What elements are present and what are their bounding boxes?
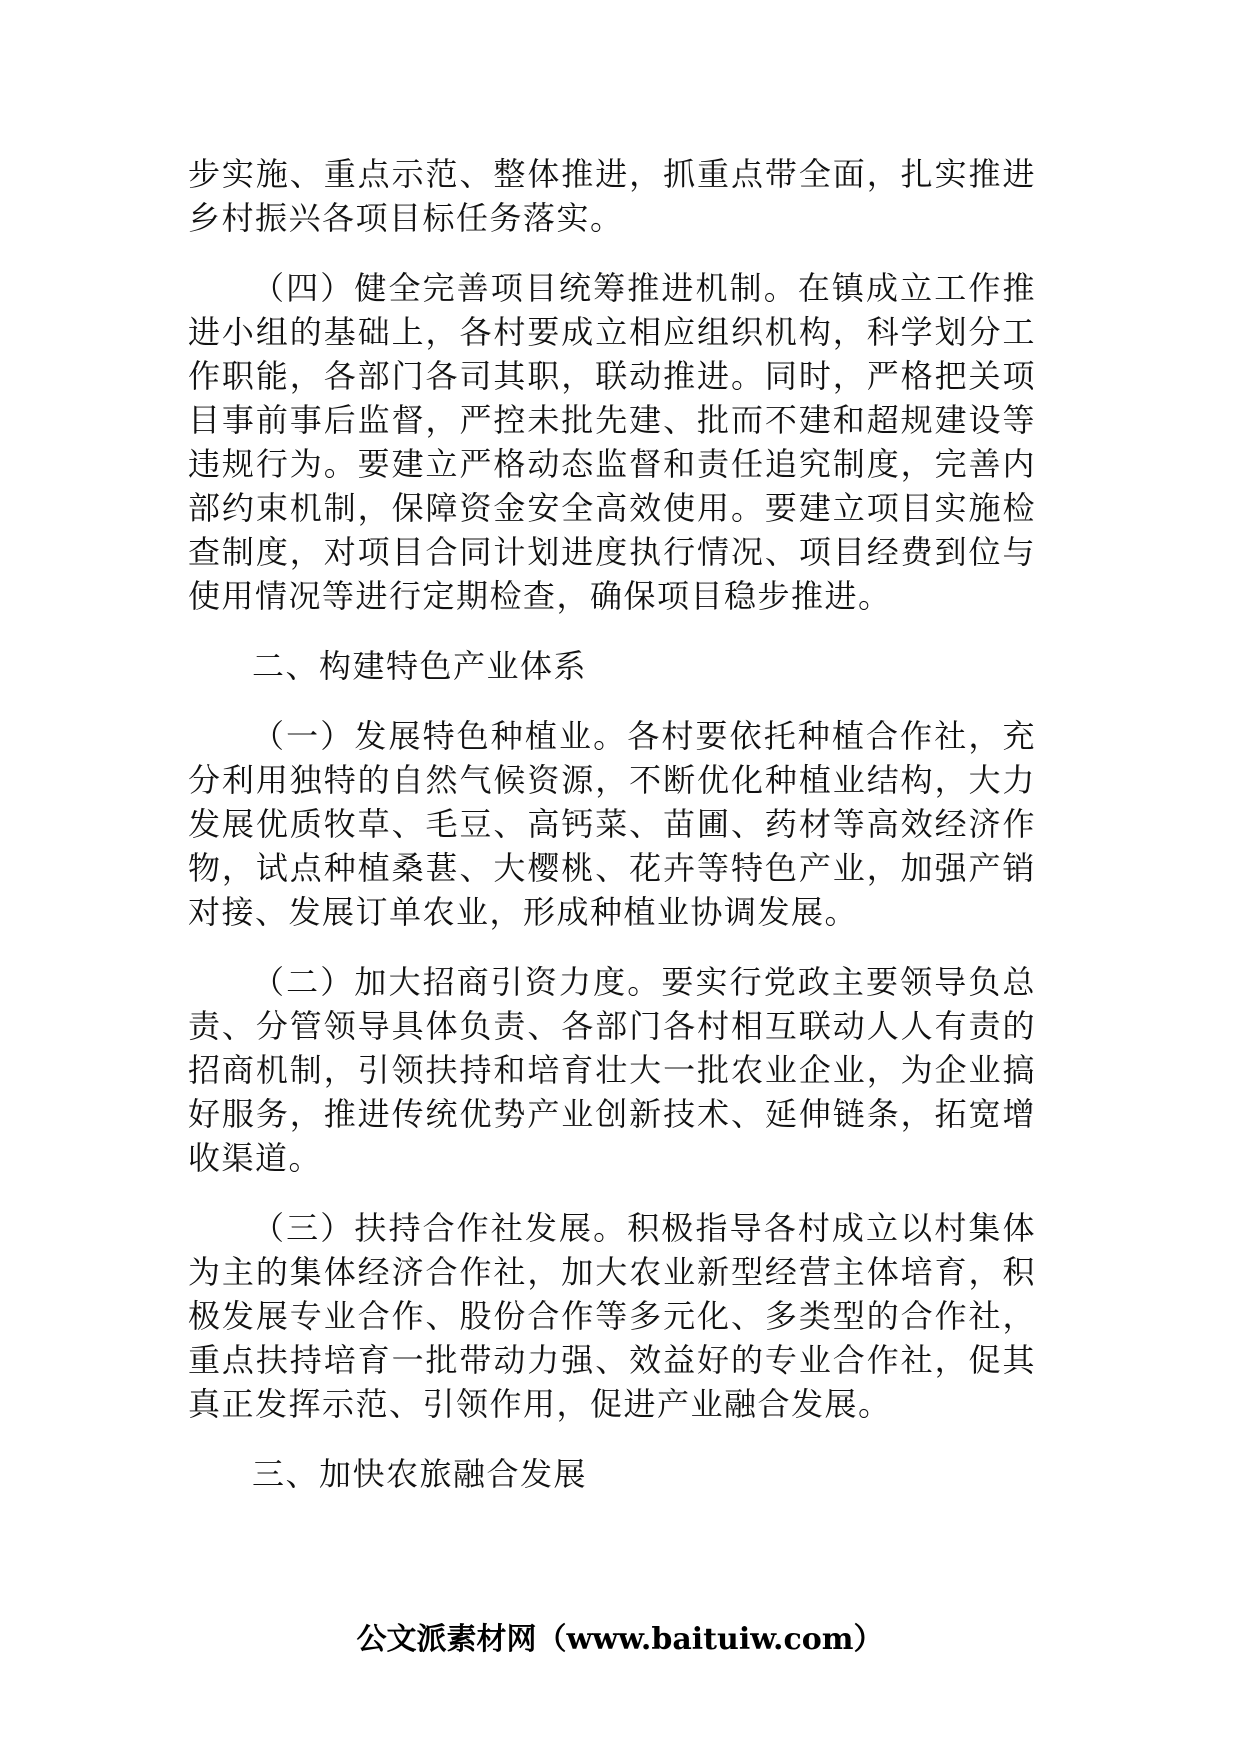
paragraph-planting: （一）发展特色种植业。各村要依托种植合作社，充分利用独特的自然气候资源，不断优化种植业结构，大力发展优质牧草、毛豆、高钙菜、苗圃、药材等高效经济作物，试点种植桑葚、大樱桃、花卉等特色产业，加强产销对接、发展订单农业，形成种植业协调发展。 bbox=[188, 717, 1036, 931]
paragraph-investment: （二）加大招商引资力度。要实行党政主要领导负总责、分管领导具体负责、各部门各村相互联动人人有责的招商机制，引领扶持和培育壮大一批农业企业，为企业搞好服务，推进传统优势产业创新技术、延伸链条，拓宽增收渠道。 bbox=[188, 963, 1036, 1177]
document-body bbox=[188, 152, 1036, 1522]
section-heading-industry: 二、构建特色产业体系 bbox=[252, 647, 588, 685]
paragraph-cooperatives: （三）扶持合作社发展。积极指导各村成立以村集体为主的集体经济合作社，加大农业新型经营主体培育，积极发展专业合作、股份合作等多元化、多类型的合作社，重点扶持培育一批带动力强、效益好的专业合作社，促其真正发挥示范、引领作用，促进产业融合发展。 bbox=[188, 1209, 1036, 1423]
section-heading-tourism: 三、加快农旅融合发展 bbox=[252, 1455, 588, 1493]
page-footer-watermark: 公文派素材网（www.baituiw.com） bbox=[356, 1622, 884, 1657]
paragraph-project-coordination: （四）健全完善项目统筹推进机制。在镇成立工作推进小组的基础上，各村要成立相应组织机构，科学划分工作职能，各部门各司其职，联动推进。同时，严格把关项目事前事后监督，严控未批先建、批而不建和超规建设等违规行为。要建立严格动态监督和责任追究制度，完善内部约束机制，保障资金安全高效使用。要建立项目实施检查制度，对项目合同计划进度执行情况、项目经费到位与使用情况等进行定期检查，确保项目稳步推进。 bbox=[188, 269, 1036, 615]
paragraph-continuation: 步实施、重点示范、整体推进，抓重点带全面，扎实推进乡村振兴各项目标任务落实。 bbox=[188, 155, 1036, 237]
